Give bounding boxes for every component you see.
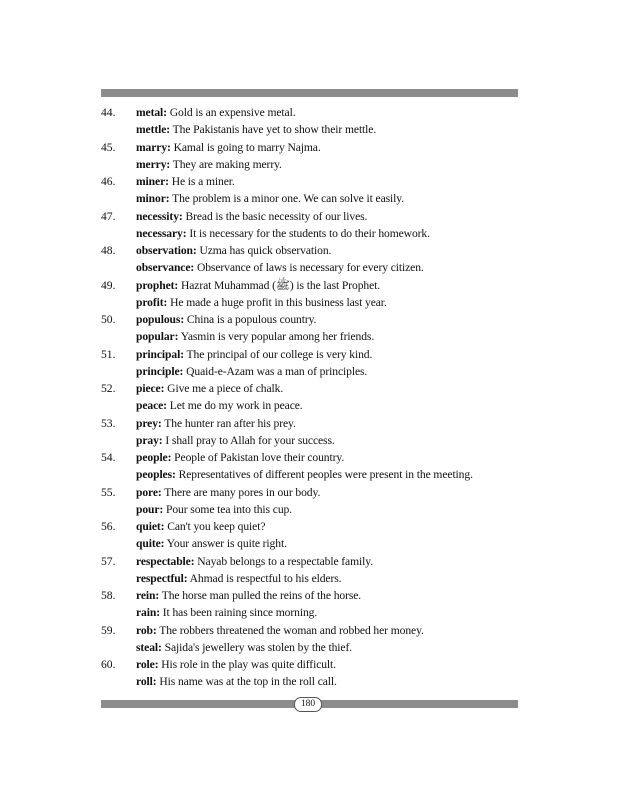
entry-number: 55. bbox=[101, 485, 116, 499]
entry-number: 46. bbox=[101, 175, 116, 188]
headword: miner: bbox=[136, 175, 169, 188]
headword: principle: bbox=[136, 364, 184, 378]
top-divider-bar bbox=[101, 89, 518, 97]
entry-text bbox=[136, 121, 376, 138]
example-sentence: The problem is a minor one. We can solve it easily. bbox=[169, 192, 405, 206]
entry-item bbox=[101, 139, 521, 174]
example-sentence: Gold is an expensive metal. bbox=[166, 106, 296, 119]
headword: mettle: bbox=[136, 123, 171, 137]
entry-line-second bbox=[101, 501, 521, 518]
headword: respectable: bbox=[136, 554, 195, 568]
entry-line-second bbox=[101, 466, 521, 483]
entry-item bbox=[101, 208, 521, 243]
entry-line-second bbox=[101, 121, 521, 138]
example-sentence: Ahmad is respectful to his elders. bbox=[187, 571, 342, 585]
headword: rein: bbox=[136, 589, 160, 602]
example-sentence: It has been raining since morning. bbox=[159, 606, 318, 620]
example-sentence: Let me do my work in peace. bbox=[166, 399, 303, 413]
entry-text bbox=[136, 622, 424, 639]
entry-text bbox=[136, 380, 283, 397]
entry-line-first bbox=[101, 242, 521, 259]
headword: observance: bbox=[136, 261, 195, 275]
headword: prophet: bbox=[136, 278, 179, 292]
example-sentence: It is necessary for the students to do their homework. bbox=[186, 226, 430, 240]
example-sentence: Give me a piece of chalk. bbox=[164, 382, 284, 395]
entry-line-first bbox=[101, 518, 521, 535]
headword: popular: bbox=[136, 330, 179, 344]
entry-number: 45. bbox=[101, 140, 116, 154]
page-number: 180 bbox=[294, 697, 322, 712]
example-sentence: China is a populous country. bbox=[184, 313, 317, 326]
entry-line-second bbox=[101, 639, 521, 656]
entry-number: 59. bbox=[101, 623, 116, 637]
entry-number: 48. bbox=[101, 244, 116, 257]
example-sentence: Representatives of different peoples were present in the meeting. bbox=[175, 468, 473, 482]
entry-text bbox=[136, 553, 373, 570]
entry-number: 56. bbox=[101, 520, 116, 533]
entry-text bbox=[136, 139, 321, 156]
entry-text bbox=[136, 484, 320, 501]
headword: marry: bbox=[136, 140, 171, 154]
entry-line-second bbox=[101, 535, 521, 552]
entry-text bbox=[136, 294, 387, 311]
entry-number: 50. bbox=[101, 313, 116, 326]
example-sentence: Uzma has quick observation. bbox=[196, 244, 332, 257]
entry-line-first bbox=[101, 553, 521, 570]
entry-text bbox=[136, 570, 341, 587]
entry-text bbox=[136, 225, 430, 242]
entry-item bbox=[101, 587, 521, 622]
entry-item bbox=[101, 484, 521, 519]
entry-text bbox=[136, 277, 380, 294]
example-sentence: People of Pakistan love their country. bbox=[171, 451, 345, 464]
example-sentence: The hunter ran after his prey. bbox=[161, 416, 296, 430]
headword: peace: bbox=[136, 399, 167, 413]
entry-line-second bbox=[101, 363, 521, 380]
entry-line-second bbox=[101, 432, 521, 449]
entry-line-first bbox=[101, 346, 521, 363]
entry-text bbox=[136, 432, 335, 449]
headword: pore: bbox=[136, 485, 162, 499]
entry-line-first bbox=[101, 380, 521, 397]
entry-line-first bbox=[101, 415, 521, 432]
headword: piece: bbox=[136, 382, 165, 395]
entry-number: 51. bbox=[101, 347, 116, 361]
headword: role: bbox=[136, 658, 159, 671]
entry-line-first bbox=[101, 484, 521, 501]
entry-text bbox=[136, 259, 424, 276]
headword: necessity: bbox=[136, 209, 183, 223]
entry-line-first bbox=[101, 311, 521, 328]
example-sentence: Bread is the basic necessity of our lives. bbox=[182, 209, 368, 223]
entry-text bbox=[136, 190, 404, 207]
entry-item bbox=[101, 415, 521, 450]
entry-text bbox=[136, 604, 317, 621]
entry-line-first bbox=[101, 139, 521, 156]
entry-line-second bbox=[101, 673, 521, 690]
entry-item bbox=[101, 277, 521, 312]
entry-item bbox=[101, 553, 521, 588]
entry-line-second bbox=[101, 190, 521, 207]
example-sentence: He is a miner. bbox=[168, 175, 235, 188]
example-sentence: I shall pray to Allah for your success. bbox=[162, 433, 335, 447]
entry-item bbox=[101, 380, 521, 415]
entry-text bbox=[136, 466, 473, 483]
headword: quite: bbox=[136, 537, 165, 551]
entry-number: 47. bbox=[101, 209, 116, 223]
example-sentence: Your answer is quite right. bbox=[164, 537, 287, 551]
entry-text bbox=[136, 242, 331, 259]
headword: observation: bbox=[136, 244, 197, 257]
headword: prey: bbox=[136, 416, 162, 430]
example-sentence: Sajida's jewellery was stolen by the thief. bbox=[161, 640, 353, 654]
entry-line-second bbox=[101, 156, 521, 173]
entry-number: 52. bbox=[101, 382, 116, 395]
headword: respectful: bbox=[136, 571, 188, 585]
headword: minor: bbox=[136, 192, 170, 206]
entry-line-first bbox=[101, 587, 521, 604]
entry-number: 58. bbox=[101, 589, 116, 602]
headword: steal: bbox=[136, 640, 162, 654]
headword: quiet: bbox=[136, 520, 165, 533]
entry-line-first bbox=[101, 104, 521, 121]
entry-item bbox=[101, 449, 521, 484]
example-sentence: Quaid-e-Azam was a man of principles. bbox=[183, 364, 368, 378]
entry-line-second bbox=[101, 604, 521, 621]
entry-item bbox=[101, 104, 521, 139]
entry-text bbox=[136, 415, 296, 432]
entry-number: 53. bbox=[101, 416, 116, 430]
headword: pray: bbox=[136, 433, 163, 447]
example-sentence: Nayab belongs to a respectable family. bbox=[194, 554, 373, 568]
example-sentence: His name was at the top in the roll call. bbox=[156, 675, 337, 689]
entry-item bbox=[101, 173, 521, 208]
example-sentence: There are many pores in our body. bbox=[161, 485, 321, 499]
entry-text bbox=[136, 208, 367, 225]
headword: rob: bbox=[136, 623, 157, 637]
entry-number: 44. bbox=[101, 106, 116, 119]
example-sentence: Observance of laws is necessary for every citizen. bbox=[194, 261, 424, 275]
entry-line-second bbox=[101, 570, 521, 587]
entry-text bbox=[136, 311, 316, 328]
entry-item bbox=[101, 622, 521, 657]
entry-line-first bbox=[101, 277, 521, 294]
headword: roll: bbox=[136, 675, 157, 689]
example-sentence: The horse man pulled the reins of the horse. bbox=[159, 589, 362, 602]
example-sentence: His role in the play was quite difficult. bbox=[158, 658, 336, 671]
example-sentence: Can't you keep quiet? bbox=[164, 520, 266, 533]
entry-line-second bbox=[101, 328, 521, 345]
entry-text bbox=[136, 501, 292, 518]
entry-text bbox=[136, 673, 337, 690]
entry-text bbox=[136, 518, 265, 535]
entry-line-second bbox=[101, 294, 521, 311]
entry-text bbox=[136, 363, 367, 380]
entry-line-second bbox=[101, 397, 521, 414]
headword: principal: bbox=[136, 347, 184, 361]
entry-number: 49. bbox=[101, 278, 116, 292]
entry-text bbox=[136, 449, 344, 466]
entry-text bbox=[136, 346, 372, 363]
headword: peoples: bbox=[136, 468, 176, 482]
entry-text bbox=[136, 328, 374, 345]
entry-text bbox=[136, 587, 361, 604]
entry-line-first bbox=[101, 622, 521, 639]
entry-line-first bbox=[101, 173, 521, 190]
example-sentence: Kamal is going to marry Najma. bbox=[170, 140, 321, 154]
entry-item bbox=[101, 242, 521, 277]
entry-line-first bbox=[101, 656, 521, 673]
entry-line-first bbox=[101, 208, 521, 225]
headword: profit: bbox=[136, 295, 168, 309]
example-sentence: The principal of our college is very kind. bbox=[183, 347, 373, 361]
example-sentence: He made a huge profit in this business last year. bbox=[167, 295, 387, 309]
entry-item bbox=[101, 518, 521, 553]
example-sentence: Pour some tea into this cup. bbox=[163, 502, 293, 516]
headword: merry: bbox=[136, 157, 171, 171]
example-sentence: The robbers threatened the woman and robbed her money. bbox=[156, 623, 424, 637]
word-pairs-list bbox=[101, 104, 521, 691]
entry-text bbox=[136, 639, 352, 656]
example-sentence: Yasmin is very popular among her friends. bbox=[178, 330, 375, 344]
entry-item bbox=[101, 311, 521, 346]
entry-number: 54. bbox=[101, 451, 116, 464]
entry-line-second bbox=[101, 225, 521, 242]
entry-item bbox=[101, 346, 521, 381]
headword: metal: bbox=[136, 106, 167, 119]
example-sentence: They are making merry. bbox=[170, 157, 282, 171]
entry-line-second bbox=[101, 259, 521, 276]
example-sentence: Hazrat Muhammad (ﷺ) is the last Prophet. bbox=[178, 278, 381, 292]
entry-line-first bbox=[101, 449, 521, 466]
headword: necessary: bbox=[136, 226, 187, 240]
entry-item bbox=[101, 656, 521, 691]
entry-text bbox=[136, 173, 235, 190]
entry-text bbox=[136, 656, 336, 673]
entry-number: 60. bbox=[101, 658, 116, 671]
headword: rain: bbox=[136, 606, 160, 620]
entry-number: 57. bbox=[101, 554, 116, 568]
headword: populous: bbox=[136, 313, 185, 326]
headword: people: bbox=[136, 451, 172, 464]
headword: pour: bbox=[136, 502, 164, 516]
entry-text bbox=[136, 397, 303, 414]
entry-text bbox=[136, 156, 282, 173]
entry-text bbox=[136, 535, 287, 552]
example-sentence: The Pakistanis have yet to show their mettle. bbox=[170, 123, 377, 137]
entry-text bbox=[136, 104, 296, 121]
